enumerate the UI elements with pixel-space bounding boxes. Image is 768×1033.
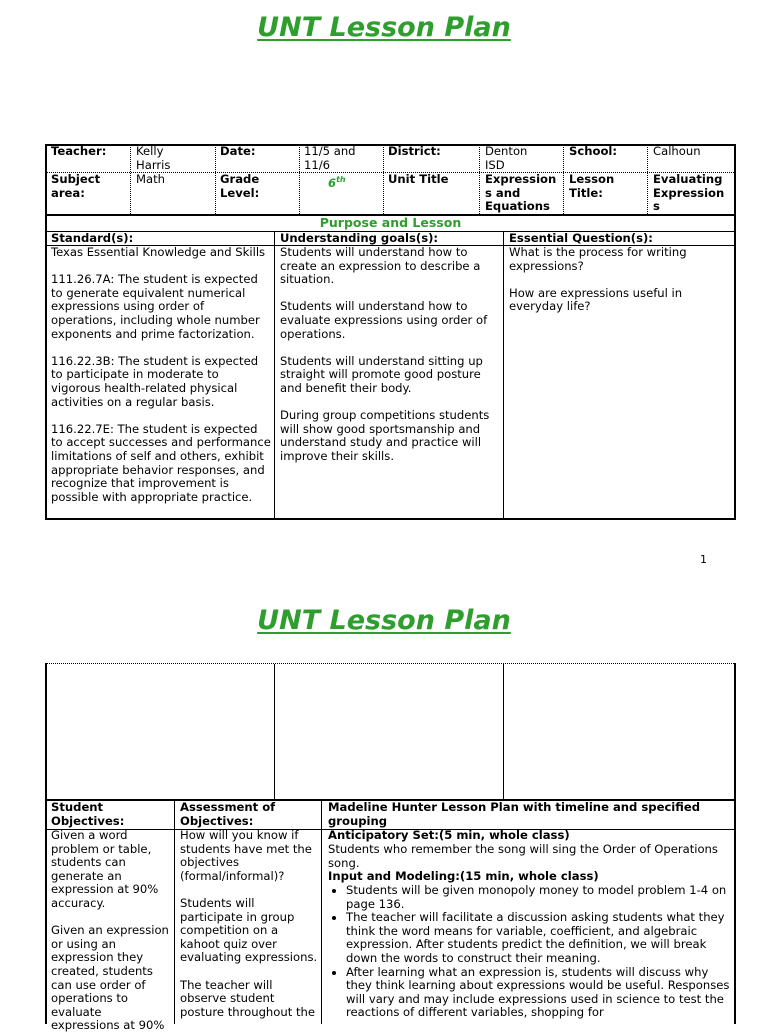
understanding-goals-text: Students will understand how to create an expression to describe a situation. Students will understand how to evaluate expressions using order of operations. Students will understand sitting up straight will promote good posture and benefit their body. During group competitions students will show good sportsmanship and understand study and practice will improve their skills. [280,245,490,463]
table-col-divider [503,664,504,800]
essential-questions-text: What is the process for writing expressions? How are expressions useful in everyday life? [509,245,687,314]
page-title: UNT Lesson Plan [257,12,511,43]
unit-title-label: Unit Title [388,172,449,186]
input-modeling-list [328,884,730,1020]
section-heading: Purpose and Lesson [319,215,462,230]
assessment-text: How will you know if students have met the objectives (formal/informal)? Students will participate in group competition on a kahoot quiz over evaluating expressions. The teacher will observe student posture throughout the [180,828,318,1019]
understanding-goals-heading: Understanding goals(s): [280,231,439,245]
page-title: UNT Lesson Plan [257,605,511,636]
district-label: District: [388,144,441,158]
lesson-title-value: Evaluating Expression s [653,172,725,214]
teacher-label: Teacher: [51,144,107,158]
date-label: Date: [220,144,256,158]
district-value: Denton ISD [485,144,528,172]
unit-title-value: Expression s and Equations [485,172,557,214]
table-border-top [45,663,736,664]
table-col-divider [215,145,216,214]
list-item: • The teacher will facilitate a discussion asking students what they think the word means for variable, coefficient, and algebraic expression. After students predict the definition, we will break down the words to construct their meaning. [346,911,730,965]
table-col-divider [274,664,275,800]
table-col-divider [479,145,480,214]
school-label: School: [569,144,618,158]
date-value: 11/5 and 11/6 [304,144,356,172]
assessment-heading: Assessment of Objectives: [180,800,276,828]
table-border-left [45,663,47,1024]
page-number: 1 [700,553,707,566]
table-col-divider [130,145,131,214]
table-col-divider [174,800,175,1024]
school-value: Calhoun [653,144,701,158]
standards-heading: Standard(s): [51,231,134,245]
table-col-divider [299,145,300,214]
table-col-divider [274,231,275,519]
table-col-divider [503,231,504,519]
student-objectives-heading: Student Objectives: [51,800,125,828]
subject-label: Subject area: [51,172,101,200]
table-col-divider [383,145,384,214]
list-item: • Students will be given monopoly money to model problem 1-4 on page 136. [346,884,730,911]
essential-questions-heading: Essential Question(s): [509,231,653,245]
grade-value: 6th [328,175,346,190]
anticipatory-set-heading: Anticipatory Set:(5 min, whole class) [328,828,570,842]
input-modeling-heading: Input and Modeling:(15 min, whole class) [328,869,599,883]
anticipatory-set-text: Students who remember the song will sing the Order of Operations song. [328,842,718,870]
table-col-divider [647,145,648,214]
subject-value: Math [136,172,166,186]
table-border-left [45,144,47,520]
lesson-plan-heading: Madeline Hunter Lesson Plan with timeline and specified grouping [328,800,701,828]
table-col-divider [321,800,322,1024]
list-item: • After learning what an expression is, students will discuss why they think learning about expressions would be useful. Responses will vary and may include expressions used in science to test the reactions of different variables, shopping for [346,966,730,1020]
table-border-right [734,663,736,1024]
student-objectives-text: Given a word problem or table, students can generate an expression at 90% accuracy. Given an expression or using an expression they created, students can use order of operations to evaluate expressions at 90% [51,828,169,1033]
teacher-value: Kelly Harris [136,144,171,172]
table-col-divider [563,145,564,214]
lesson-title-label: Lesson Title: [569,172,615,200]
standards-text: Texas Essential Knowledge and Skills 111.26.7A: The student is expected to generate equivalent numerical expressions using order of operations, including whole number exponents and prime factorization. 116.22.3B: The student is expected to participate in moderate to vigorous health-related physical activities on a regular basis. 116.22.7E: The student is expected to accept successes and performance limitations of self and others, exhibit appropriate behavior responses, and recognize that improvement is possible with appropriate practice. [51,245,271,504]
table-border-right [734,144,736,520]
table-border-bottom [45,518,736,520]
grade-label: Grade Level: [220,172,260,200]
